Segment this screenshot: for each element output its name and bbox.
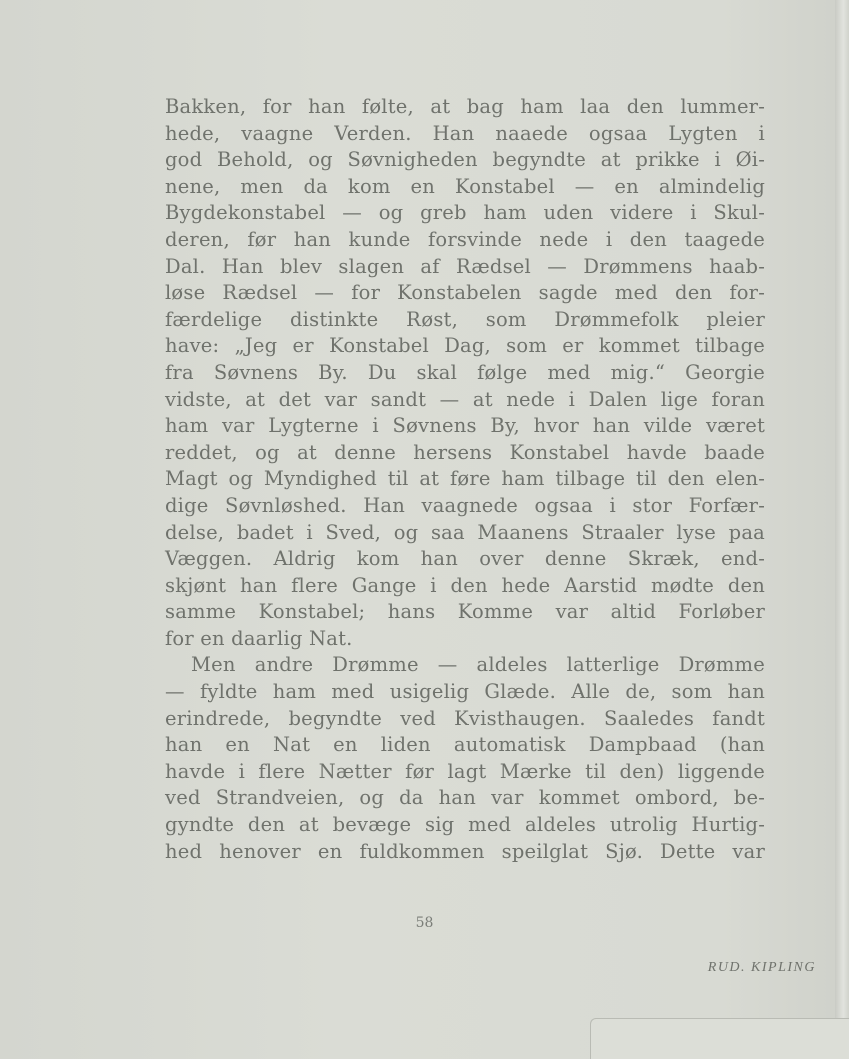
- text-line: ham var Lygterne i Søvnens By, hvor han vilde været: [165, 414, 765, 438]
- text-line: Bakken, for han følte, at bag ham laa den lummer-: [165, 95, 765, 118]
- text-line: erindrede, begyndte ved Kvisthaugen. Saaledes fandt: [165, 706, 765, 730]
- text-line: have: „Jeg er Konstabel Dag, som er kommet tilbage: [165, 334, 765, 358]
- text-line: hed henover en fuldkommen speilglat Sjø. Dette var: [165, 839, 765, 863]
- text-line: fra Søvnens By. Du skal følge med mig.“ Georgie: [165, 360, 765, 384]
- text-line: Væggen. Aldrig kom han over denne Skræk, end-: [165, 547, 765, 571]
- text-line: reddet, og at denne hersens Konstabel havde baade: [165, 440, 765, 464]
- page-corner-divider: [590, 1018, 849, 1059]
- text-line: Bygdekonstabel — og greb ham uden videre i Skul-: [165, 201, 765, 225]
- text-line: han en Nat en liden automatisk Dampbaad (han: [165, 733, 765, 757]
- text-line: vidste, at det var sandt — at nede i Dalen lige foran: [165, 387, 765, 411]
- text-line: Dal. Han blev slagen af Rædsel — Drømmens haab-: [165, 254, 765, 278]
- text-line: nene, men da kom en Konstabel — en almindelig: [165, 174, 765, 198]
- text-line: havde i flere Nætter før lagt Mærke til den) liggende: [165, 759, 765, 783]
- text-line: gyndte den at bevæge sig med aldeles utrolig Hurtig-: [165, 813, 765, 837]
- text-line: for en daarlig Nat.: [165, 626, 353, 650]
- text-line: færdelige distinkte Røst, som Drømmefolk pleier: [165, 307, 765, 331]
- text-line: ved Strandveien, og da han var kommet ombord, be-: [165, 786, 765, 810]
- page-edge: [835, 0, 849, 1059]
- text-line: deren, før han kunde forsvinde nede i den taagede: [165, 227, 765, 251]
- running-footer: RUD. KIPLING: [707, 960, 816, 975]
- text-line: dige Søvnløshed. Han vaagnede ogsaa i stor Forfær-: [165, 493, 765, 517]
- text-line: skjønt han flere Gange i den hede Aarstid mødte den: [165, 573, 765, 597]
- text-line: løse Rædsel — for Konstabelen sagde med den for-: [165, 281, 765, 305]
- text-line: hede, vaagne Verden. Han naaede ogsaa Lygten i: [165, 121, 765, 145]
- text-line: Magt og Myndighed til at føre ham tilbage til den elen-: [165, 467, 765, 491]
- text-line: — fyldte ham med usigelig Glæde. Alle de, som han: [165, 680, 765, 704]
- text-line: god Behold, og Søvnigheden begyndte at prikke i Øi-: [165, 148, 765, 172]
- text-line: Men andre Drømme — aldeles latterlige Drømme: [191, 653, 765, 677]
- body-text: [165, 94, 765, 865]
- text-line: samme Konstabel; hans Komme var altid Forløber: [165, 600, 765, 624]
- text-line: delse, badet i Sved, og saa Maanens Straaler lyse paa: [165, 520, 765, 544]
- page-number: 58: [415, 915, 434, 931]
